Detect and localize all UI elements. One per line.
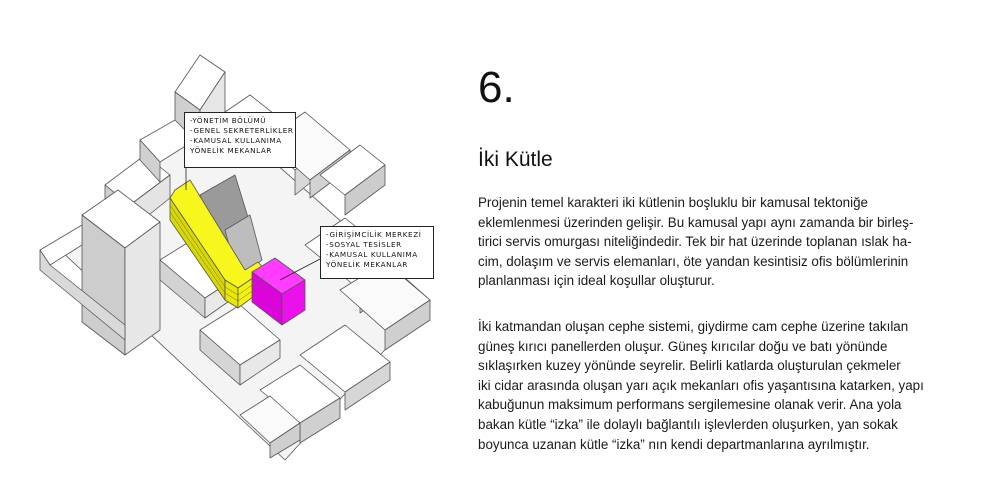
section-title: İki Kütle [478,148,553,171]
label-line: YÖNELİK MEKANLAR [190,146,272,155]
label-yonetim-bolumu [184,112,296,168]
paragraph-2 [478,317,990,454]
text-line: güneş kırıcı panellerden oluşur. Güneş kırıcılar doğu ve batı yönünde [478,338,888,354]
section-number: 6. [478,63,515,112]
text-line: boyunca uzanan kütle “izka” nın kendi departmanlarına ayrılmıştır. [478,436,870,452]
text-line: iki cidar arasında oluşan yarı açık mekanları ofis yaşantısına katarken, yapı [478,377,924,393]
label-line: -KAMUSAL KULLANIMA [190,136,282,145]
label-line: -SOSYAL TESİSLER [326,240,402,249]
label-line: YÖNELİK MEKANLAR [326,260,408,269]
label-line: -YÖNETİM BÖLÜMÜ [190,116,267,125]
label-line: -GİRİŞİMCİLİK MERKEZİ [326,230,422,239]
label-girisimcilik-merkezi [320,226,434,279]
paragraph-1 [478,193,990,291]
text-line: Projenin temel karakteri iki kütlenin boşluklu bir kamusal tektoniğe [478,195,869,210]
text-line: eklemlenmesi üzerinden gelişir. Bu kamusal yapı aynı zamanda bir birleş- [478,214,914,230]
text-line: bakan kütle “izka” ile dolaylı bağlantılı işlevlerden oluşurken, yan sokak [478,416,898,432]
text-line: planlanması için ideal koşullar oluşturur. [478,273,715,289]
text-line: kabuğunun maksimum performans sergilemesine olanak verir. Ana yola [478,397,902,413]
text-line: cim, dolaşım ve servis elemanları, öte yandan kesintisiz ofis bölümlerinin [478,253,909,269]
text-line: sıklaşırken kuzey yönünde seyrelir. Belirli katlarda oluşturulan çekmeler [478,358,901,374]
text-line: İki katmandan oluşan cephe sistemi, giydirme cam cephe üzerine takılan [478,319,909,334]
label-line: -GENEL SEKRETERLİKLER [190,126,294,135]
label-line: -KAMUSAL KULLANIMA [326,250,418,259]
text-line: tirici servis omurgası niteliğindedir. Tek bir hat üzerinde toplanan ıslak ha- [478,234,912,250]
